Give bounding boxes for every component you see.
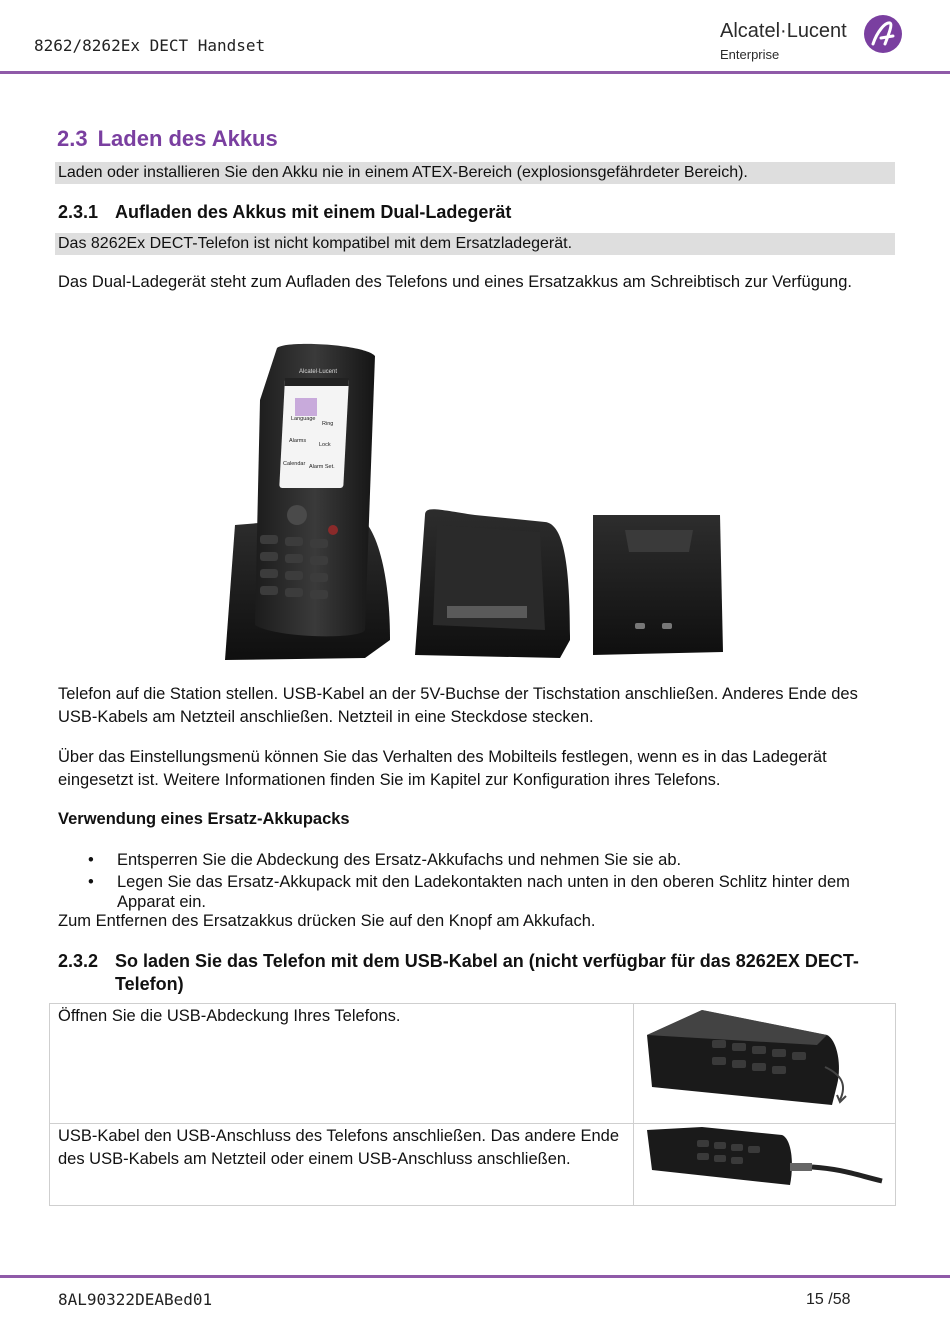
subsection-title-2: So laden Sie das Telefon mit dem USB-Kabel an (nicht verfügbar für das 8262EX DECT-Telefon) [115, 951, 859, 994]
usb-step-2: USB-Kabel den USB-Anschluss des Telefons anschließen. Das andere Ende des USB-Kabels am Netzteil oder einem USB-Anschluss anschließen. [50, 1124, 634, 1206]
phone-menu-calendar: Calendar [283, 461, 306, 467]
brand-name: Alcatel·Lucent [720, 20, 847, 42]
brand-sub: Enterprise [720, 47, 780, 62]
intro-paragraph: Das Dual-Ladegerät steht zum Aufladen des Telefons und eines Ersatzakkus am Schreibtisch zur Verfügung. [58, 273, 852, 291]
subsection-heading-2 [58, 950, 893, 996]
dual-charger-photo [215, 340, 730, 665]
phone-menu-alarm-set: Alarm Set. [309, 464, 335, 470]
subsection-title-1: Aufladen des Akkus mit einem Dual-Ladegerät [115, 202, 512, 222]
section-title: Laden des Akkus [97, 126, 278, 151]
phone-menu-ring: Ring [322, 421, 334, 427]
header-rule [0, 71, 950, 74]
compat-note: Das 8262Ex DECT-Telefon ist nicht kompatibel mit dem Ersatzladegerät. [55, 233, 895, 255]
phone-menu-lock: Lock [319, 442, 331, 448]
handset-image [255, 344, 375, 636]
atex-warning: Laden oder installieren Sie den Akku nie in einem ATEX-Bereich (explosionsgefährdeter Bereich). [55, 162, 895, 184]
charger-back-image [593, 515, 723, 655]
charger-empty-image [415, 509, 570, 658]
brand-mark-icon [863, 14, 903, 54]
remove-battery-paragraph: Zum Entfernen des Ersatzakkus drücken Sie auf den Knopf am Akkufach. [58, 912, 596, 930]
phone-menu-language: Language [291, 416, 316, 422]
table-row [50, 1124, 896, 1206]
phone-brand-label: Alcatel·Lucent [299, 369, 338, 375]
usb-step-1-photo [634, 1004, 896, 1124]
settings-paragraph: Über das Einstellungsmenü können Sie das Verhalten des Mobilteils festlegen, wenn es in das Ladegerät eingesetzt ist. Weitere Informationen finden Sie im Kapitel zur Konfiguration ihres Telefons. [58, 748, 827, 789]
usb-step-2-photo [634, 1124, 896, 1206]
usb-steps-table [49, 1003, 896, 1206]
page-number: 15 /58 [806, 1291, 851, 1308]
usb-step-1: Öffnen Sie die USB-Abdeckung Ihres Telefons. [50, 1004, 634, 1124]
subsection-number-1: 2.3.1 [58, 202, 99, 222]
subsection-heading-1 [58, 202, 511, 223]
spare-battery-heading: Verwendung eines Ersatz-Akkupacks [58, 810, 350, 828]
subsection-number-2: 2.3.2 [58, 951, 99, 971]
brand-logo [720, 14, 905, 66]
footer-doc-id: 8AL90322DEABed01 [58, 1290, 213, 1309]
table-row [50, 1004, 896, 1124]
usb-cover-open-image [642, 1005, 887, 1115]
header-doc-title: 8262/8262Ex DECT Handset [34, 36, 266, 55]
footer-rule [0, 1275, 950, 1278]
phone-menu-alarms: Alarms [289, 438, 307, 444]
usb-cable-connected-image [642, 1125, 887, 1197]
section-number: 2.3 [57, 126, 88, 151]
placement-step: Telefon auf die Station stellen. USB-Kabel an der 5V-Buchse der Tischstation anschließen. Anderes Ende des USB-Kabels am Netzteil anschließen. Netzteil in eine Steckdose stecken. [58, 685, 858, 726]
section-heading [57, 126, 278, 152]
